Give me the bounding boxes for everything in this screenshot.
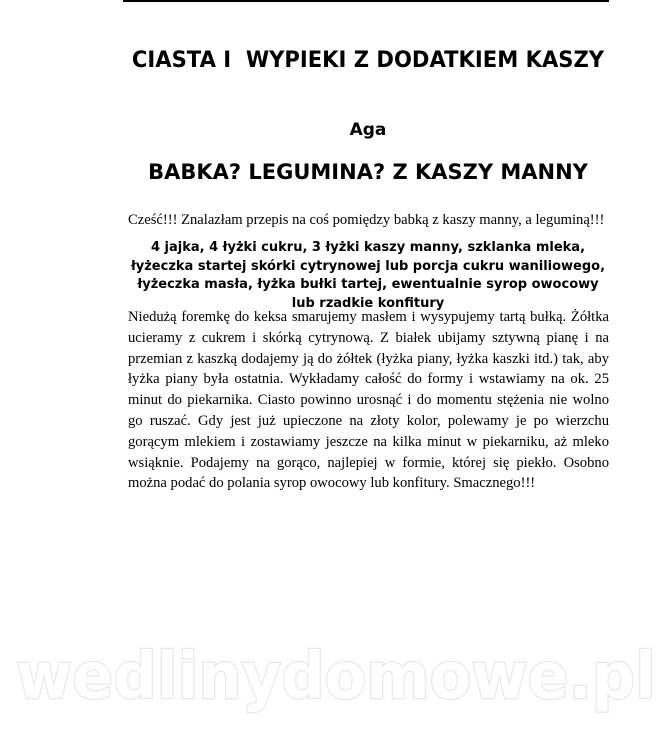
- recipe-title: BABKA? LEGUMINA? Z KASZY MANNY: [148, 160, 588, 184]
- method-paragraph: Niedużą foremkę do keksa smarujemy masłem i wysypujemy tartą bułką. Żółtka ucieramy z cukrem i skórką cytrynową. Z białek ubijamy sztywną pianę i na przemian z kaszką dodajemy ją do żółtek (łyżka piany, łyżka kaszki itd.) tak, aby łyżka piany była ostatnia. Wykładamy całość do formy i wstawiamy na ok. 25 minut do piekarnika. Ciasto powinno urosnąć i do momentu stężenia nie wolno go ruszać. Gdy jest już upieczone na złoty kolor, polewamy je po wierzchu gorącym mlekiem i zostawiamy jeszcze na kilka minut w piekarniku, aż mleko wsiąknie. Podajemy na gorąco, najlepiej w formie, której się piekło. Osobno można podać do polania syrop owocowy lub konfitury. Smacznego!!!: [128, 309, 609, 492]
- watermark-text: wedlinydomowe.pl: [16, 640, 656, 714]
- intro-paragraph: Cześć!!! Znalazłam przepis na coś pomiędzy babką z kaszy manny, a leguminą!!!: [128, 212, 605, 228]
- author-name: Aga: [349, 120, 387, 140]
- ingredients-list: 4 jajka, 4 łyżki cukru, 3 łyżki kaszy manny, szklanka mleka, łyżeczka startej skórki cytrynowej lub porcja cukru waniliowego, łyżeczka masła, łyżka bułki tartej, ewentualnie syrop owocowy lub rzadkie konfitury: [130, 240, 606, 311]
- top-rule: [123, 0, 609, 2]
- section-title: CIASTA I WYPIEKI Z DODATKIEM KASZY: [131, 48, 605, 73]
- site-watermark: [0, 636, 672, 726]
